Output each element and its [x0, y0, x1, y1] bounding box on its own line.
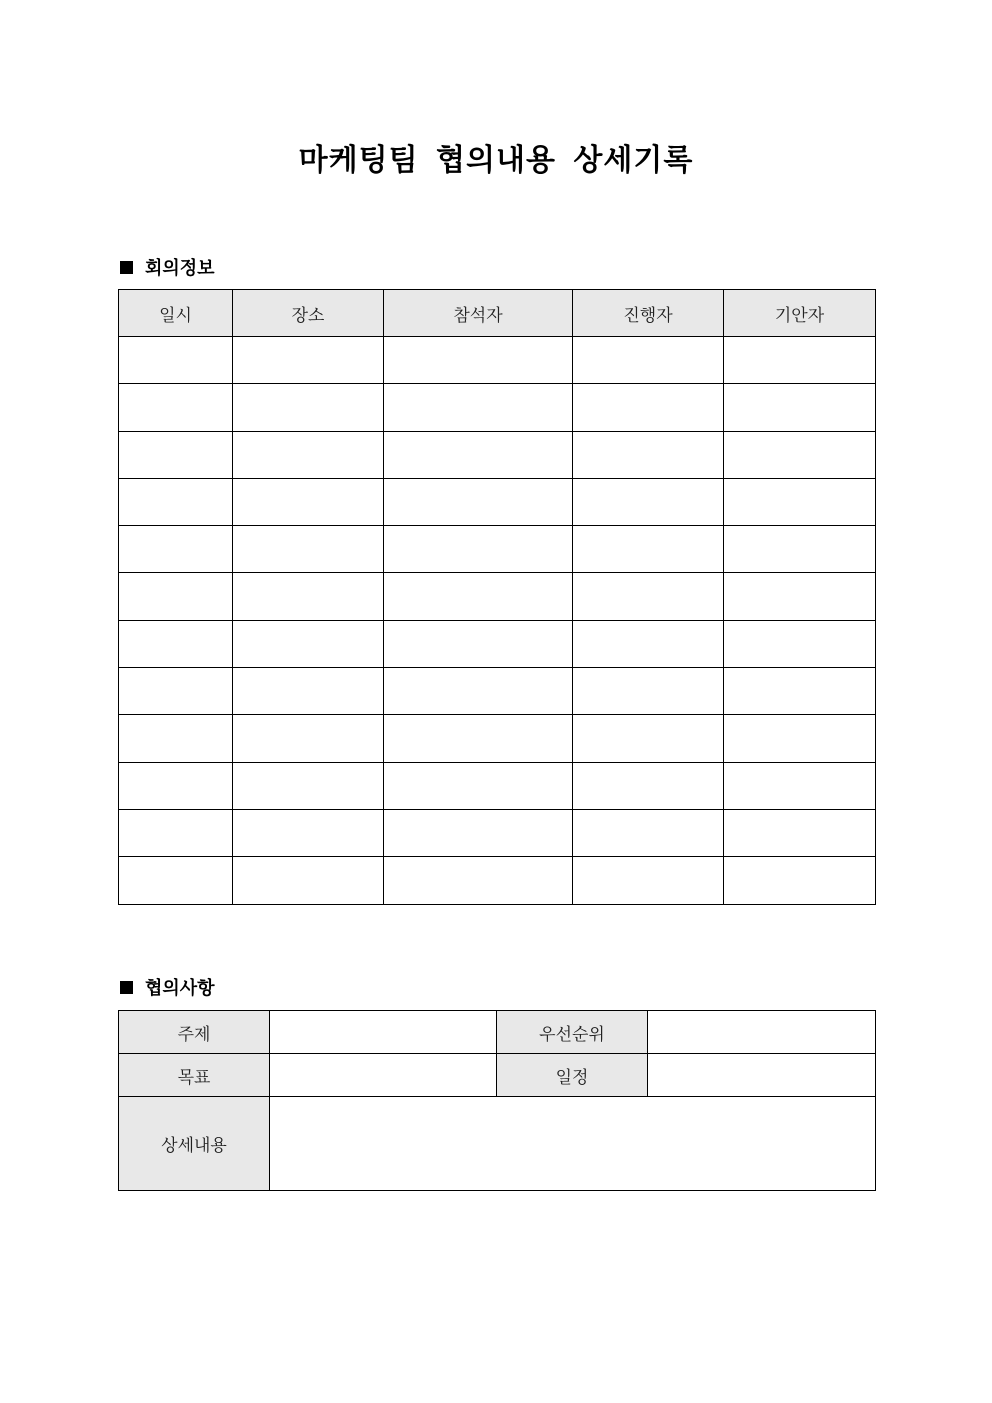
table-row — [119, 620, 876, 667]
drafter-cell[interactable] — [724, 526, 876, 573]
facilitator-cell[interactable] — [573, 431, 724, 478]
attendees-cell[interactable] — [384, 715, 573, 762]
table-row — [119, 809, 876, 856]
column-header-drafter: 기안자 — [724, 290, 876, 337]
datetime-cell[interactable] — [119, 431, 233, 478]
location-cell[interactable] — [233, 573, 384, 620]
facilitator-cell[interactable] — [573, 668, 724, 715]
table-row — [119, 1097, 876, 1191]
table-row — [119, 715, 876, 762]
datetime-cell[interactable] — [119, 337, 233, 384]
section-heading-discussion — [120, 974, 215, 1000]
drafter-cell[interactable] — [724, 337, 876, 384]
page-title: 마케팅팀 협의내용 상세기록 — [298, 143, 694, 178]
table-row — [119, 478, 876, 525]
location-cell[interactable] — [233, 431, 384, 478]
square-bullet-icon — [120, 261, 133, 274]
drafter-cell[interactable] — [724, 857, 876, 904]
location-cell[interactable] — [233, 762, 384, 809]
drafter-cell[interactable] — [724, 762, 876, 809]
drafter-cell[interactable] — [724, 384, 876, 431]
facilitator-cell[interactable] — [573, 762, 724, 809]
section-heading-label: 협의사항 — [145, 978, 215, 999]
attendees-cell[interactable] — [384, 384, 573, 431]
table-row — [119, 1011, 876, 1054]
location-cell[interactable] — [233, 337, 384, 384]
table-row — [119, 431, 876, 478]
drafter-cell[interactable] — [724, 573, 876, 620]
drafter-cell[interactable] — [724, 715, 876, 762]
attendees-cell[interactable] — [384, 526, 573, 573]
attendees-cell[interactable] — [384, 620, 573, 667]
attendees-cell[interactable] — [384, 809, 573, 856]
section-heading-label: 회의정보 — [145, 258, 215, 279]
facilitator-cell[interactable] — [573, 809, 724, 856]
subject-field[interactable] — [270, 1011, 497, 1054]
attendees-cell[interactable] — [384, 857, 573, 904]
drafter-cell[interactable] — [724, 620, 876, 667]
priority-field[interactable] — [648, 1011, 876, 1054]
table-row — [119, 668, 876, 715]
table-row — [119, 762, 876, 809]
facilitator-cell[interactable] — [573, 337, 724, 384]
facilitator-cell[interactable] — [573, 620, 724, 667]
datetime-cell[interactable] — [119, 526, 233, 573]
drafter-cell[interactable] — [724, 478, 876, 525]
meeting-info-body — [119, 337, 876, 905]
details-field[interactable] — [270, 1097, 876, 1191]
drafter-cell[interactable] — [724, 668, 876, 715]
location-cell[interactable] — [233, 478, 384, 525]
table-row — [119, 337, 876, 384]
location-cell[interactable] — [233, 384, 384, 431]
table-row — [119, 1054, 876, 1097]
datetime-cell[interactable] — [119, 668, 233, 715]
facilitator-cell[interactable] — [573, 478, 724, 525]
facilitator-cell[interactable] — [573, 715, 724, 762]
label-goal: 목표 — [119, 1054, 270, 1097]
facilitator-cell[interactable] — [573, 857, 724, 904]
datetime-cell[interactable] — [119, 620, 233, 667]
table-row — [119, 573, 876, 620]
label-subject: 주제 — [119, 1011, 270, 1054]
datetime-cell[interactable] — [119, 762, 233, 809]
column-header-location: 장소 — [233, 290, 384, 337]
discussion-table — [118, 1010, 876, 1191]
attendees-cell[interactable] — [384, 337, 573, 384]
datetime-cell[interactable] — [119, 478, 233, 525]
table-row — [119, 384, 876, 431]
table-row — [119, 857, 876, 904]
attendees-cell[interactable] — [384, 478, 573, 525]
datetime-cell[interactable] — [119, 857, 233, 904]
attendees-cell[interactable] — [384, 431, 573, 478]
attendees-cell[interactable] — [384, 762, 573, 809]
location-cell[interactable] — [233, 715, 384, 762]
location-cell[interactable] — [233, 857, 384, 904]
label-details: 상세내용 — [119, 1097, 270, 1191]
location-cell[interactable] — [233, 620, 384, 667]
datetime-cell[interactable] — [119, 715, 233, 762]
location-cell[interactable] — [233, 809, 384, 856]
table-row — [119, 526, 876, 573]
location-cell[interactable] — [233, 526, 384, 573]
label-schedule: 일정 — [497, 1054, 648, 1097]
schedule-field[interactable] — [648, 1054, 876, 1097]
column-header-facilitator: 진행자 — [573, 290, 724, 337]
attendees-cell[interactable] — [384, 573, 573, 620]
table-header-row — [119, 290, 876, 337]
label-priority: 우선순위 — [497, 1011, 648, 1054]
datetime-cell[interactable] — [119, 809, 233, 856]
meeting-info-table — [118, 289, 876, 905]
column-header-datetime: 일시 — [119, 290, 233, 337]
goal-field[interactable] — [270, 1054, 497, 1097]
section-heading-meeting-info — [120, 254, 215, 280]
drafter-cell[interactable] — [724, 809, 876, 856]
facilitator-cell[interactable] — [573, 526, 724, 573]
drafter-cell[interactable] — [724, 431, 876, 478]
facilitator-cell[interactable] — [573, 384, 724, 431]
datetime-cell[interactable] — [119, 384, 233, 431]
facilitator-cell[interactable] — [573, 573, 724, 620]
location-cell[interactable] — [233, 668, 384, 715]
column-header-attendees: 참석자 — [384, 290, 573, 337]
attendees-cell[interactable] — [384, 668, 573, 715]
datetime-cell[interactable] — [119, 573, 233, 620]
square-bullet-icon — [120, 981, 133, 994]
